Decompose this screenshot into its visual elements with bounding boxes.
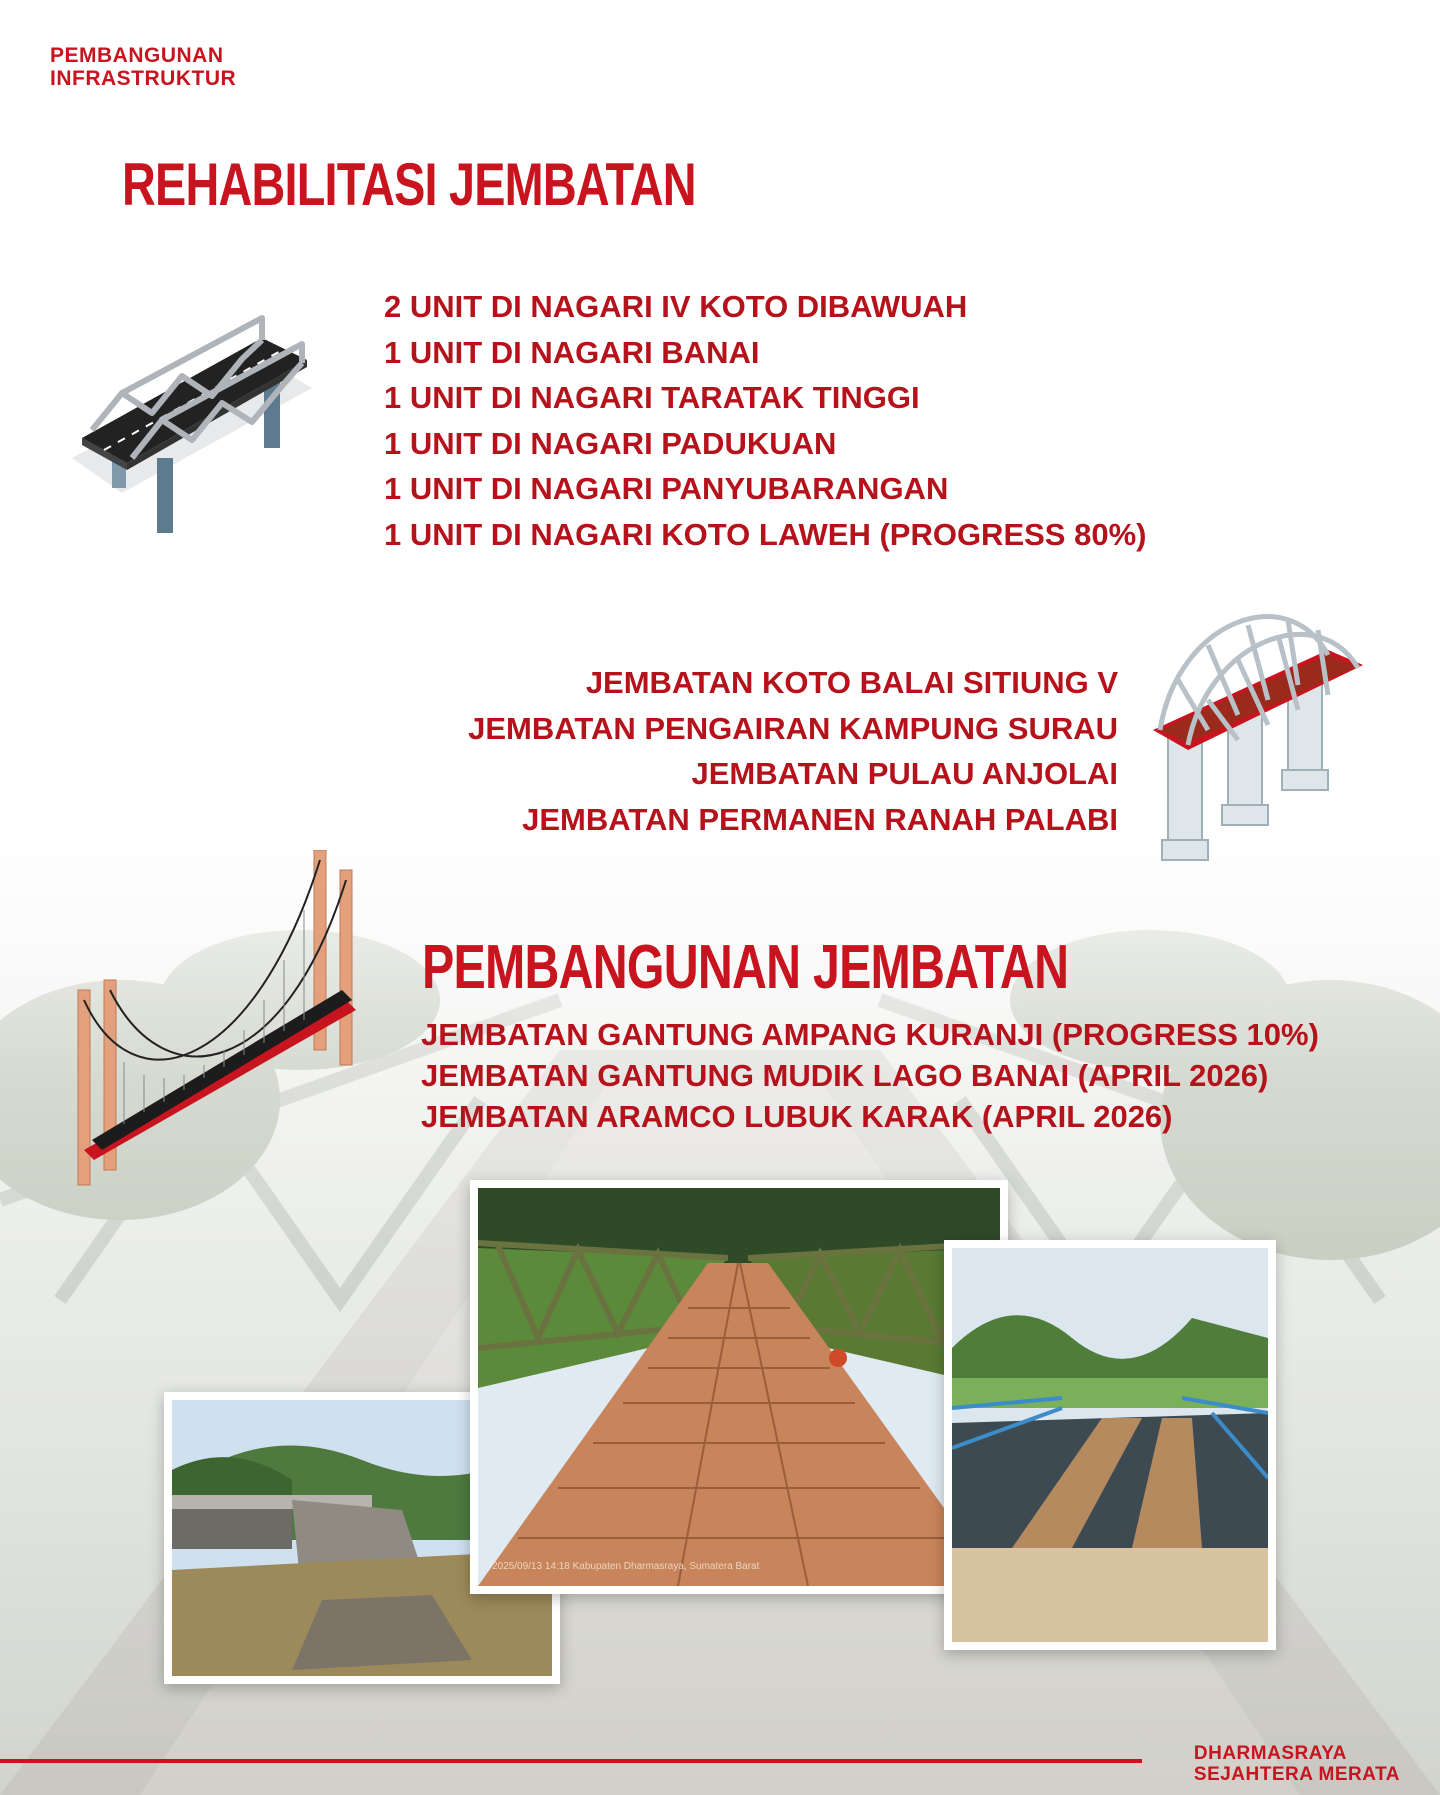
list-item: JEMBATAN GANTUNG AMPANG KURANJI (PROGRESS 10%) (421, 1017, 1319, 1052)
section-tag-line1: PEMBANGUNAN (50, 44, 224, 67)
list-item: 1 UNIT DI NAGARI TARATAK TINGGI (384, 380, 920, 415)
footer-tagline-line1: DHARMASRAYA (1193, 1743, 1347, 1764)
photo-concrete-bridge (944, 1240, 1276, 1650)
footer-tagline-line2: SEJAHTERA MERATA (1193, 1764, 1400, 1785)
section-tag-line2: INFRASTRUKTUR (50, 67, 237, 90)
truss-bridge-icon (62, 298, 362, 538)
photo-wooden-bridge (470, 1180, 1008, 1594)
list-item: 1 UNIT DI NAGARI PANYUBARANGAN (384, 471, 949, 506)
pembangunan-list (421, 1014, 1319, 1137)
rehabilitasi-more-list (468, 660, 1118, 842)
list-item: JEMBATAN PENGAIRAN KAMPUNG SURAU (468, 710, 1118, 746)
list-item: JEMBATAN ARAMCO LUBUK KARAK (APRIL 2026) (421, 1099, 1173, 1134)
rehabilitasi-title: REHABILITASI JEMBATAN (122, 151, 696, 218)
suspension-bridge-icon (74, 850, 370, 1190)
list-item: 2 UNIT DI NAGARI IV KOTO DIBAWUAH (384, 289, 968, 324)
rehabilitasi-list (384, 284, 1146, 557)
footer-tagline (1194, 1743, 1400, 1785)
section-tag (50, 44, 236, 90)
list-item: 1 UNIT DI NAGARI KOTO LAWEH (PROGRESS 80%) (384, 516, 1147, 552)
arch-bridge-icon (1148, 590, 1368, 865)
list-item: 1 UNIT DI NAGARI PADUKUAN (384, 425, 837, 461)
list-item: 1 UNIT DI NAGARI BANAI (384, 334, 760, 370)
list-item: JEMBATAN PULAU ANJOLAI (691, 756, 1118, 791)
photo-watermark: 2025/09/13 14:18 Kabupaten Dharmasraya, Sumatera Barat (492, 1561, 760, 1572)
pembangunan-title: PEMBANGUNAN JEMBATAN (422, 933, 1069, 1002)
list-item: JEMBATAN KOTO BALAI SITIUNG V (585, 665, 1118, 700)
footer-divider (0, 1759, 1142, 1763)
list-item: JEMBATAN GANTUNG MUDIK LAGO BANAI (APRIL 2026) (421, 1058, 1269, 1093)
list-item: JEMBATAN PERMANEN RANAH PALABI (522, 801, 1118, 837)
